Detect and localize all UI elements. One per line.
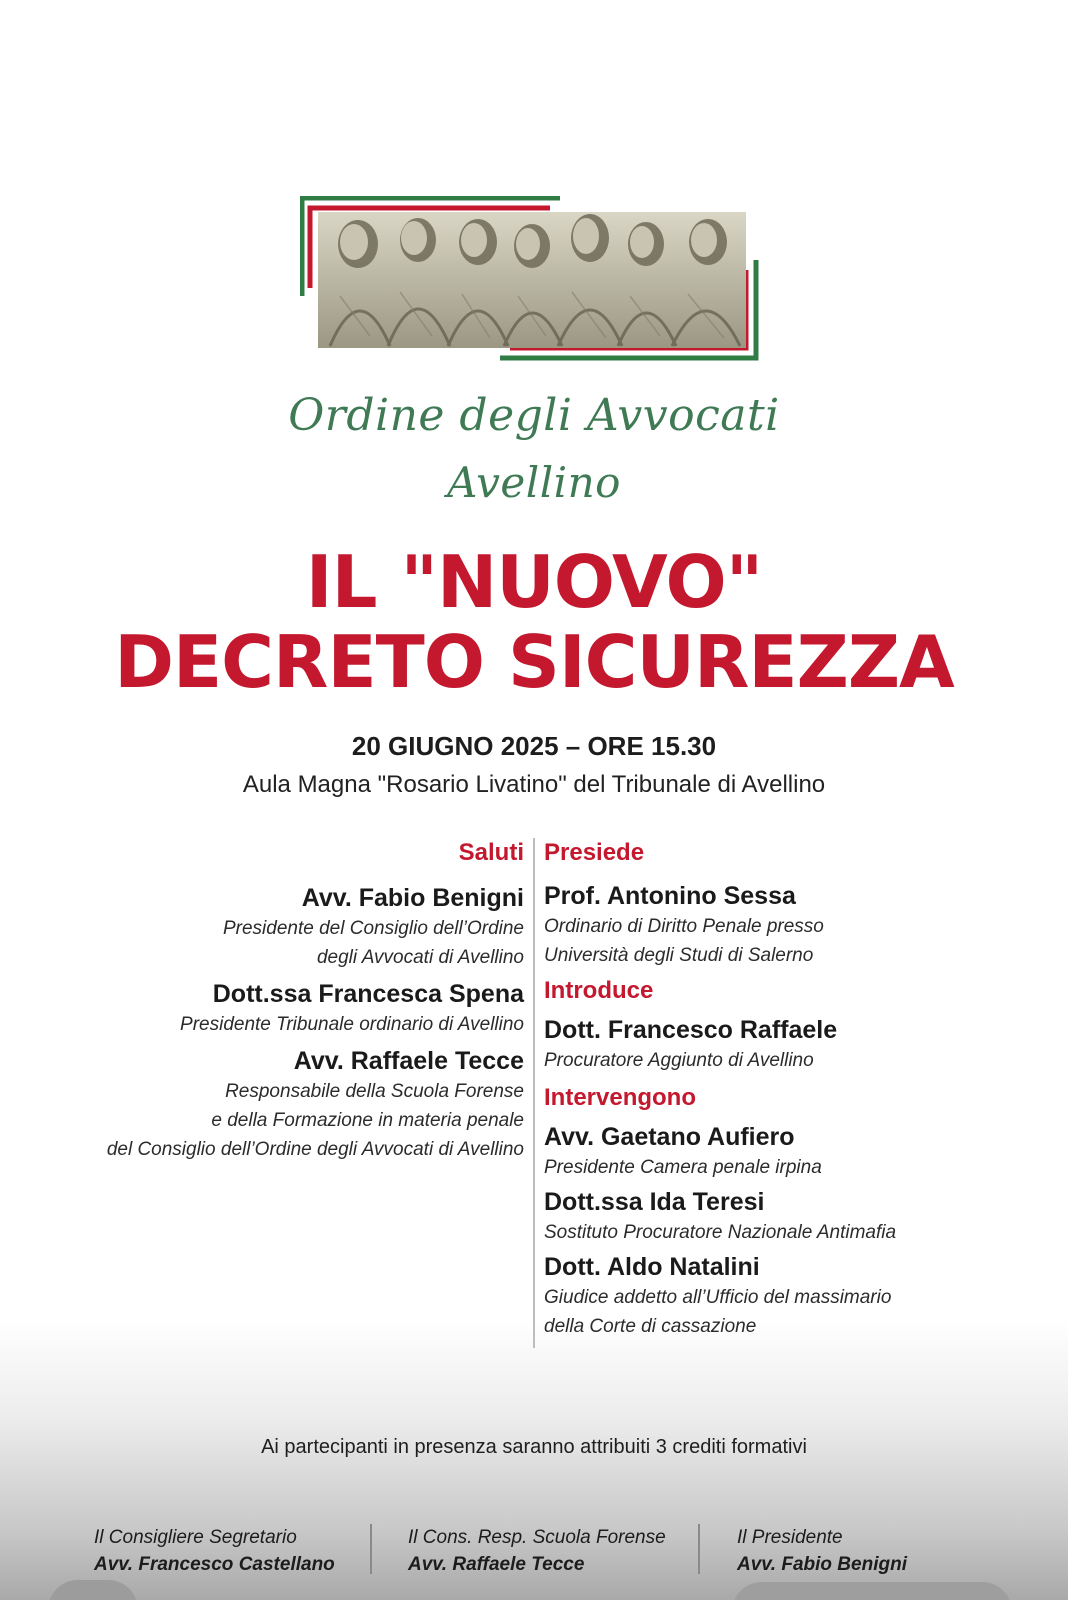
event-title-line-2: DECRETO SICUREZZA xyxy=(114,620,954,704)
signature-divider xyxy=(698,1524,700,1574)
saluti-column xyxy=(40,838,524,1164)
signature-name: Avv. Raffaele Tecce xyxy=(408,1554,585,1575)
speaker-name: Avv. Raffaele Tecce xyxy=(293,1047,524,1075)
speaker-role: Università degli Studi di Salerno xyxy=(544,945,814,966)
signature-secretary xyxy=(94,1524,335,1578)
overlay-control-right[interactable] xyxy=(732,1582,1012,1600)
speaker-role: Procuratore Aggiunto di Avellino xyxy=(544,1050,814,1071)
speaker-role: degli Avvocati di Avellino xyxy=(316,947,524,968)
signature-name: Avv. Fabio Benigni xyxy=(737,1554,907,1575)
speaker-name: Avv. Fabio Benigni xyxy=(301,884,524,912)
speaker-role: Presidente Tribunale ordinario di Avellino xyxy=(180,1014,524,1035)
section-heading-saluti: Saluti xyxy=(458,839,524,866)
speaker-role: della Corte di cassazione xyxy=(544,1316,757,1337)
speaker-name: Dott.ssa Francesca Spena xyxy=(212,980,524,1008)
section-heading-intervengono: Intervengono xyxy=(544,1084,697,1111)
speaker-name: Prof. Antonino Sessa xyxy=(544,882,796,910)
speaker-role: Ordinario di Diritto Penale presso xyxy=(544,916,824,937)
roman-frieze-relief-icon xyxy=(300,196,768,370)
overlay-control-left[interactable] xyxy=(48,1580,138,1600)
org-name: Ordine degli Avvocati xyxy=(288,390,780,441)
signature-divider xyxy=(370,1524,372,1574)
signature-school xyxy=(408,1524,666,1578)
speaker-role: Presidente del Consiglio dell’Ordine xyxy=(222,918,524,939)
speaker-role: e della Formazione in materia penale xyxy=(211,1110,524,1131)
section-heading-presiede: Presiede xyxy=(544,839,645,866)
speaker-role: del Consiglio dell’Ordine degli Avvocati di Avellino xyxy=(106,1139,524,1160)
speaker-role: Giudice addetto all’Ufficio del massimario xyxy=(544,1287,892,1308)
speaker-name: Avv. Gaetano Aufiero xyxy=(544,1123,795,1151)
speaker-name: Dott.ssa Ida Teresi xyxy=(544,1188,765,1216)
signature-name: Avv. Francesco Castellano xyxy=(94,1554,335,1575)
signature-role: Il Cons. Resp. Scuola Forense xyxy=(408,1527,666,1548)
program-column xyxy=(544,838,1034,1341)
signature-role: Il Consigliere Segretario xyxy=(94,1527,297,1548)
signature-role: Il Presidente xyxy=(737,1527,843,1548)
event-datetime: 20 GIUGNO 2025 – ORE 15.30 xyxy=(351,731,717,761)
event-venue: Aula Magna "Rosario Livatino" del Tribunale di Avellino xyxy=(242,771,826,798)
section-heading-introduce: Introduce xyxy=(544,977,654,1004)
speaker-role: Sostituto Procuratore Nazionale Antimafia xyxy=(544,1222,897,1243)
column-divider xyxy=(533,838,535,1348)
speaker-name: Dott. Francesco Raffaele xyxy=(544,1016,838,1044)
event-title-line-1: IL "NUOVO" xyxy=(305,540,763,624)
credits-note: Ai partecipanti in presenza saranno attribuiti 3 crediti formativi xyxy=(261,1436,807,1458)
signature-president xyxy=(737,1524,907,1578)
speaker-role: Presidente Camera penale irpina xyxy=(544,1157,822,1178)
org-city: Avellino xyxy=(447,458,621,507)
speaker-name: Dott. Aldo Natalini xyxy=(544,1253,760,1281)
speaker-role: Responsabile della Scuola Forense xyxy=(225,1081,524,1102)
